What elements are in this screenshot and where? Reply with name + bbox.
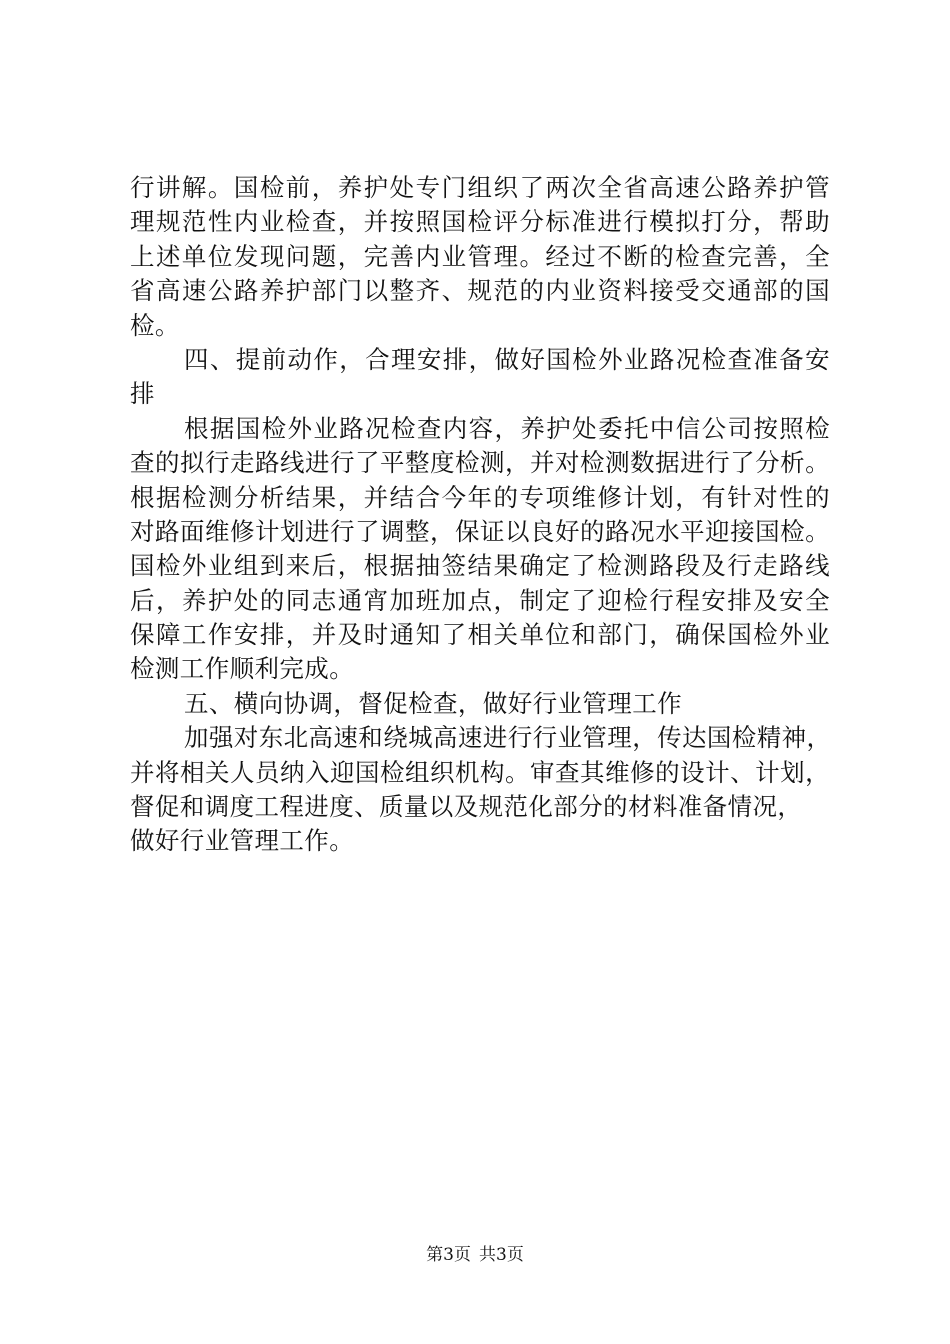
page-total: 共3页 [479, 1245, 524, 1265]
text-line: 督促和调度工程进度、质量以及规范化部分的材料准备情况， [130, 792, 803, 822]
text-line: 行讲解。国检前，养护处专门组织了两次全省高速公路养护管 [130, 173, 830, 202]
section-heading-line: 四、提前动作，合理安排，做好国检外业路况检查准备安 [184, 344, 830, 374]
text-line: 并将相关人员纳入迎国检组织机构。审查其维修的设计、计划， [130, 757, 830, 787]
text-line: 理规范性内业检查，并按照国检评分标准进行模拟打分，帮助 [130, 207, 830, 237]
page-number: 第3页 [426, 1245, 471, 1265]
text-line: 上述单位发现问题，完善内业管理。经过不断的检查完善，全 [130, 241, 830, 271]
page-footer [0, 1243, 950, 1267]
text-line: 检测工作顺利完成。 [130, 654, 355, 684]
section-heading-line: 五、横向协调，督促检查，做好行业管理工作 [184, 688, 682, 718]
text-line: 查的拟行走路线进行了平整度检测，并对检测数据进行了分析。 [130, 448, 830, 478]
text-line: 保障工作安排，并及时通知了相关单位和部门，确保国检外业 [130, 620, 830, 650]
text-line: 做好行业管理工作。 [130, 826, 355, 856]
text-line: 根据检测分析结果，并结合今年的专项维修计划，有针对性的 [130, 482, 830, 512]
section-heading-line: 排 [130, 379, 155, 409]
text-line: 加强对东北高速和绕城高速进行行业管理，传达国检精神， [184, 723, 832, 753]
text-line: 对路面维修计划进行了调整，保证以良好的路况水平迎接国检。 [130, 516, 830, 546]
text-line: 省高速公路养护部门以整齐、规范的内业资料接受交通部的国 [130, 276, 830, 306]
text-line: 检。 [130, 310, 180, 340]
text-line: 国检外业组到来后，根据抽签结果确定了检测路段及行走路线 [130, 551, 830, 581]
document-body [130, 171, 830, 859]
text-line: 后，养护处的同志通宵加班加点，制定了迎检行程安排及安全 [130, 585, 830, 615]
text-line: 根据国检外业路况检查内容，养护处委托中信公司按照检 [184, 413, 830, 443]
